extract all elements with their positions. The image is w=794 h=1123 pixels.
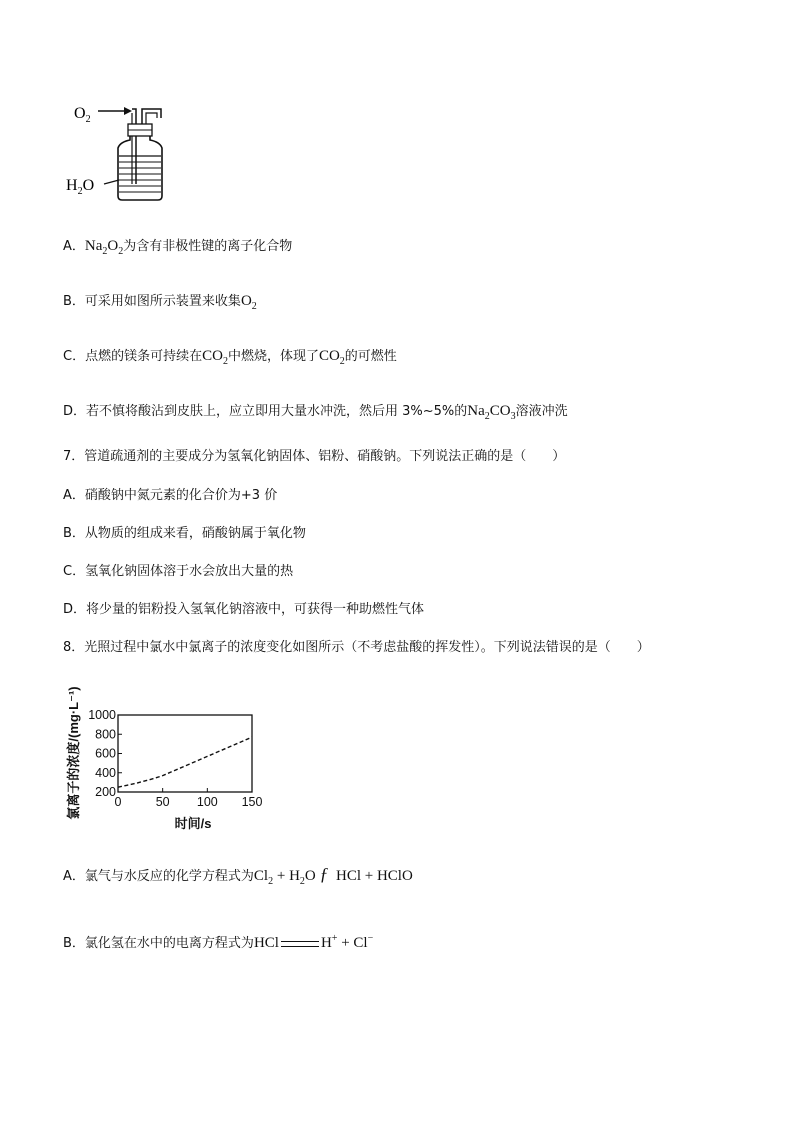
chart-y-axis-label: 氯离子的浓度/(mg·L⁻¹) [66, 686, 81, 820]
x-tick-label: 0 [114, 795, 122, 809]
x-tick-label: 50 [155, 795, 170, 809]
formula-na2co3: $Na_2CO_3$ [467, 403, 516, 422]
q6-option-b[interactable]: B．可采用如图所示装置来收集$O_2$ [63, 293, 257, 312]
q7-option-a[interactable]: A．硝酸钠中氮元素的化合价为+3 价 [63, 488, 278, 503]
chloride-concentration-series-line [118, 737, 252, 787]
formula-na2o2: $Na_2O_2$ [84, 238, 124, 257]
formula-co2: $CO_2$ [202, 348, 228, 367]
water-label: $H_2O$ [66, 177, 95, 197]
equals-sign-long [281, 941, 319, 947]
x-tick-label: 150 [241, 795, 263, 809]
x-tick-label: 100 [196, 795, 218, 809]
chart-x-axis-label: 时间/s [174, 816, 212, 831]
q7-option-b[interactable]: B．从物质的组成来看，硝酸钠属于氧化物 [63, 526, 306, 541]
gas-collection-bottle-figure [66, 96, 176, 206]
q7-option-c[interactable]: C．氢氧化钠固体溶于水会放出大量的热 [63, 564, 294, 579]
q7-stem: 7．管道疏通剂的主要成分为氢氧化钠固体、铝粉、硝酸钠。下列说法正确的是（ ） [63, 449, 566, 464]
q8-option-a[interactable]: A．氯气与水反应的化学方程式为$Cl_2 + H_2O$ ƒ HCl + HClO [63, 864, 413, 887]
y-tick-label: 800 [95, 727, 116, 742]
formula-co2: $CO_2$ [318, 348, 345, 367]
oxygen-label: $O_2$ [74, 105, 91, 125]
q8-option-b[interactable]: B．氯化氢在水中的电离方程式为HCl H+ + Cl− [63, 933, 374, 951]
equation-chlorine-water: $Cl_2 + H_2O$ ƒ HCl + HClO [253, 864, 413, 887]
chloride-concentration-chart [60, 675, 280, 835]
q7-option-d[interactable]: D．将少量的铝粉投入氢氧化钠溶液中，可获得一种助燃性气体 [63, 602, 425, 617]
chart-frame [118, 715, 252, 792]
q6-option-d[interactable]: D．若不慎将酸沾到皮肤上，应立即用大量水冲洗，然后用 3%~5%的$Na_2CO_3$溶液冲洗 [63, 403, 568, 422]
q6-option-a[interactable]: A．$Na_2O_2$为含有非极性键的离子化合物 [63, 238, 293, 257]
y-tick-label: 200 [95, 785, 116, 799]
formula-o2: $O_2$ [240, 293, 257, 312]
equation-hcl-ionization: HCl H+ + Cl− [253, 933, 374, 951]
q6-option-c[interactable]: C．点燃的镁条可持续在$CO_2$中燃烧，体现了$CO_2$的可燃性 [63, 348, 397, 367]
q8-stem: 8．光照过程中氯水中氯离子的浓度变化如图所示（不考虑盐酸的挥发性）。下列说法错误的是（ ） [63, 640, 650, 655]
y-tick-label: 1000 [88, 708, 116, 722]
y-tick-label: 600 [95, 746, 116, 761]
y-tick-label: 400 [95, 765, 116, 780]
